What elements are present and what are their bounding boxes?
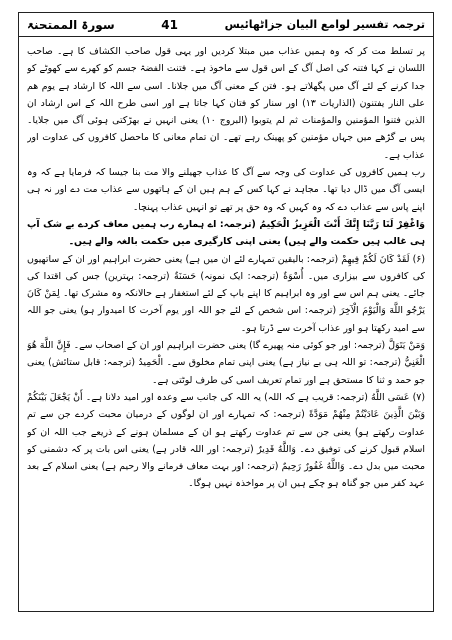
page-header [19, 13, 433, 37]
paragraph: وَمَنْ يَتَوَلَّ (ترجمہ: اور جو کوئی منہ پھیرے گا) یعنی حضرت ابراہیم اور ان کے اصحاب سے۔ فَإِنَّ اللَّهَ هُوَ الْغَنِيُّ (ترجمہ: تو اللہ ہی بے نیاز ہے) یعنی اپنی تمام مخلوق سے۔ الْحَمِيدُ (ترجمہ: قابل ستائش) یعنی جو حمد و ثنا کا مستحق ہے اور تمام تعریف اسی کی طرف لوٹتی ہے۔ [27, 340, 425, 386]
paragraph: رب ہمیں کافروں کی عداوت کی وجہ سے آگ کا عذاب جھیلنے والا مت بنا جیسا کہ فرمایا ہے کہ وہ ایسی آگ میں ڈال دیا تھا۔ مجاہد نے کہا کس کے ہم ہیں ان کے ہاتھوں سے عذاب مت دے اور نہ ہی اپنے پاس سے عذاب دے کہ وہ کہیں کہ وہ حق پر تھے تو انہیں عذاب پہنچا۔ [27, 167, 425, 213]
book-title: ترجمہ تفسیر لوامع البیان جزاٹھائیس [224, 18, 425, 31]
paragraph: (۷) عَسَى اللَّهُ (ترجمہ: قریب ہے کہ اللہ) یہ اللہ کی جانب سے وعدہ اور امید دلانا ہے۔ أَنْ يَجْعَلَ بَيْنَكُمْ وَبَيْنَ الَّذِينَ عَادَيْتُمْ مِنْهُمْ مَوَدَّةً (ترجمہ: کہ تمہارے اور ان لوگوں کے درمیان محبت کردے جن سے تم عداوت رکھتے ہو) یعنی جن سے تم عداوت رکھتے ہو ان کے مسلمان ہونے کے ذریعے جب اللہ ان کو اسلام قبول کرنے کی توفیق دے۔ وَاللَّهُ قَدِيرٌ (ترجمہ: اور اللہ قادر ہے) یعنی اس بات پر کہ دشمنی کو محبت میں بدل دے۔ وَاللَّهُ غَفُورٌ رَحِيمٌ (ترجمہ: اور بہت معاف فرمانے والا رحیم ہے) یعنی اسلام کے بعد عہد کفر میں جو گناہ ہو چکے ہیں ان پر مواخذہ نہیں ہوگا۔ [27, 391, 425, 490]
surah-name: سورۃ الممتحنۃ [27, 17, 115, 32]
paragraph: (۶) لَقَدْ كَانَ لَكُمْ فِيهِمْ (ترجمہ: بالیقین تمہارے لئے ان میں ہے) یعنی حضرت ابراہیم اور ان کے ساتھیوں کی کافروں سے بیزاری میں۔ أُسْوَةٌ (ترجمہ: ایک نمونہ) حَسَنَةٌ (ترجمہ: بہترین) جس کی اقتدا کی جائے۔ یعنی ہم اس سے اور وہ ابراہیم کا اپنے باپ کے لئے استغفار ہے حالانکہ وہ مشرک تھا۔ لِمَنْ كَانَ يَرْجُو اللَّهَ وَالْيَوْمَ الْآخِرَ (ترجمہ: اس شخص کے لئے جو اللہ اور یوم آخرت کا امیدوار ہو) یعنی جو اللہ سے امید رکھتا ہو اور عذاب آخرت سے ڈرتا ہو۔ [27, 253, 425, 334]
paragraph: پر تسلط مت کر کہ وہ ہمیں عذاب میں مبتلا کردیں اور یہی قول صاحب الکشاف کا ہے۔ صاحب اللسان نے کہا فتنہ کی اصل آگ کے اس قول سے ماخوذ ہے۔ فتنت الفضۃ جسم کو کھرے سے کھوٹے کو جدا کرنے کے لئے آگ میں پگھلاتے ہو۔ فتن کے معنی آگ میں جلانا۔ اسی سے اللہ کا ارشاد ہے یوم ھم علی النار یفتنون (الذاریات ۱۳) اور سنار کو فتان کہا جاتا ہے اور اسی طرح اللہ کے اس ارشاد ان الذین فتنوا المؤمنین والمؤمنات ثم لم یتوبوا (البروج ۱۰) یعنی انہیں نے بھڑکتی ہوئی آگ میں جلایا۔ پس بے گڑھے میں جہاں مؤمنین کو پھینک رہے تھے۔ ان تمام معانی کا ماحصل کافروں کی عداوت اور عذاب ہے۔ [27, 46, 425, 161]
page-number: 41 [161, 17, 178, 32]
page-body [27, 43, 425, 603]
page-frame [18, 12, 434, 612]
verse-paragraph: وَاغْفِرْ لَنَا رَبَّنَا إِنَّكَ أَنْتَ الْعَزِيزُ الْحَكِيمُ (ترجمہ: اے ہمارے رب ہمیں معاف کردے بے شک آپ ہی غالب ہیں حکمت والے ہیں) یعنی اپنی کارگیری میں حکمت بالغہ والے ہیں۔ [27, 218, 425, 248]
